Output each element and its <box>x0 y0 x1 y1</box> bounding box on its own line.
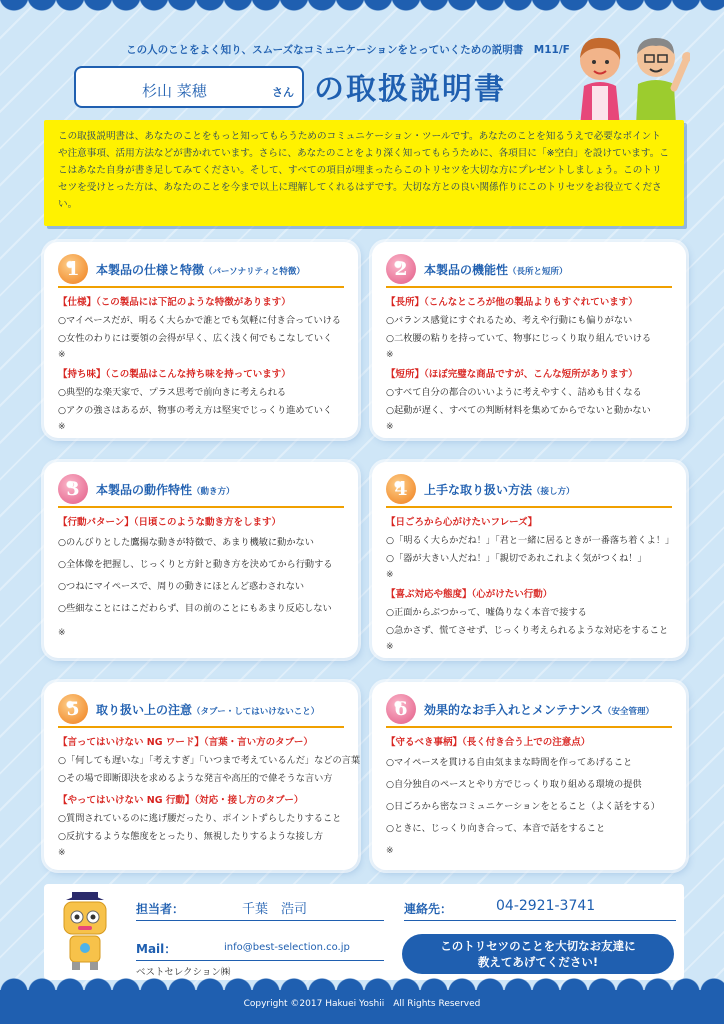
section-heading: 【守るべき事柄】（長く付き合う上での注意点） <box>386 737 591 748</box>
share-line-2: 教えてあげてください! <box>477 955 599 969</box>
contact-panel <box>44 884 684 980</box>
contact-phone: 04-2921-3741 <box>496 898 596 914</box>
staff-label: 担当者： <box>136 902 185 916</box>
note-blank: ※ <box>386 570 394 580</box>
list-item: ○のんびりとした鷹揚な動きが特徴で、あまり機敏に動かない <box>58 537 314 548</box>
page-title: の取扱説明書 <box>314 72 506 107</box>
list-item: ○「何しても遅いな」「考えすぎ」「いつまで考えているんだ」などの言葉 <box>58 755 361 766</box>
note-blank: ※ <box>386 350 394 360</box>
section-heading: 【仕様】（この製品には下記のような特徴があります） <box>58 297 291 308</box>
card-maintenance <box>372 682 686 870</box>
note-blank: ※ <box>58 628 66 638</box>
list-item: ○すべて自分の都合のいいように考えやすく、詰めも甘くなる <box>386 387 642 398</box>
list-item: ○些細なことにはこだわらず、目の前のことにもあまり反応しない <box>58 603 332 614</box>
list-item: ○アクの強さはあるが、物事の考え方は堅実でじっくり進めていく <box>58 405 333 416</box>
list-item: ○自分独自のペースとやり方でじっくり取り組める環境の提供 <box>386 779 642 790</box>
section-heading: 【やってはいけない NG 行動】（対応・接し方のタブー） <box>58 795 304 806</box>
list-item: ○つねにマイペースで、周りの動きにほとんど惑わされない <box>58 581 305 592</box>
note-blank: ※ <box>386 422 394 432</box>
list-item: ○マイペースだが、明るく大らかで誰とでも気軽に付き合っていける <box>58 315 341 326</box>
card-header <box>58 692 344 728</box>
card-title: 効果的なお手入れとメンテナンス（安全管理） <box>424 702 655 717</box>
list-item: ○典型的な楽天家で、プラス思考で前向きに考えられる <box>58 387 287 398</box>
couple-illustration <box>566 30 690 126</box>
section-heading: 【喜ぶ対応や態度】（心がけたい行動） <box>386 589 553 600</box>
mail-label: Mail： <box>136 942 177 956</box>
number-badge: 6 <box>386 694 416 724</box>
person-name: 杉山 菜穂 <box>142 82 207 100</box>
note-blank: ※ <box>58 350 66 360</box>
note-blank: ※ <box>386 642 394 652</box>
staff-underline <box>136 920 384 921</box>
card-title: 取り扱い上の注意（タブー・してはいけないこと） <box>96 702 320 717</box>
contact-label: 連絡先： <box>404 902 453 916</box>
section-heading: 【日ごろから心がけたいフレーズ】 <box>386 517 538 528</box>
intro-text: この取扱説明書は、あなたのことをもっと知ってもらうためのコミュニケーション・ツールです。あなたのことを知るうえで必要なポイントや注意事項、活用方法などが書かれています。さらに、あなたのことをより深く知ってもらうために、各項目に「※空白」を設けています。ここはあなた自身が書き足してみてください。そして、すべての項目が埋まったらこのトリセツを大切な方にプレゼントしましょう。このトリセツを受けとった方は、あなたのことを今まで以上に理解してくれるはずです。大切な方との良い関係作りにこのトリセツをお役立てください。 <box>44 120 684 226</box>
staff-name: 千葉 浩司 <box>242 902 308 917</box>
list-item: ○マイペースを貫ける自由気ままな時間を作ってあげること <box>386 757 633 768</box>
list-item: ○正面からぶつかって、嘘偽りなく本音で接する <box>386 607 587 618</box>
list-item: ○バランス感覚にすぐれるため、考えや行動にも偏りがない <box>386 315 633 326</box>
card-specs <box>44 242 358 438</box>
section-heading: 【言ってはいけない NG ワード】（言葉・言い方のタブー） <box>58 737 313 748</box>
card-behavior <box>44 462 358 658</box>
top-border-decoration <box>0 0 724 22</box>
card-header <box>58 252 344 288</box>
tagline: この人のことをよく知り、スムーズなコミュニケーションをとっていくための説明書 M11/F <box>126 44 570 56</box>
note-blank: ※ <box>58 422 66 432</box>
list-item: ○その場で即断即決を求めるような発言や高圧的で偉そうな言い方 <box>58 773 333 784</box>
mail-address[interactable]: info@best-selection.co.jp <box>224 942 350 953</box>
robot-mascot-illustration <box>56 890 114 970</box>
name-box <box>74 66 304 108</box>
number-badge: 1 <box>58 254 88 284</box>
card-handling <box>372 462 686 658</box>
list-item: ○反抗するような態度をとったり、無視したりするような接し方 <box>58 831 324 842</box>
list-item: ○日ごろから密なコミュニケーションをとること（よく話をする） <box>386 801 660 812</box>
list-item: ○「明るく大らかだね！」「君と一緒に居るときが一番落ち着くよ！」 <box>386 535 675 546</box>
share-line-1: このトリセツのことを大切なお友達に <box>440 939 636 953</box>
card-functions <box>372 242 686 438</box>
card-header <box>386 692 672 728</box>
section-heading: 【持ち味】（この製品はこんな持ち味を持っています） <box>58 369 291 380</box>
card-title: 本製品の仕様と特徴（パーソナリティと特徴） <box>96 262 305 277</box>
section-heading: 【短所】（ほぼ完璧な商品ですが、こんな短所があります） <box>386 369 638 380</box>
list-item: ○起動が遅く、すべての判断材料を集めてからでないと動かない <box>386 405 651 416</box>
card-header <box>386 472 672 508</box>
contact-underline <box>404 920 676 921</box>
copyright: Copyright ©2017 Hakuei Yoshii All Rights Reserved <box>243 999 481 1009</box>
card-title: 上手な取り扱い方法（接し方） <box>424 482 575 497</box>
note-blank: ※ <box>58 848 66 858</box>
note-blank: ※ <box>386 846 394 856</box>
section-heading: 【行動パターン】（日頃このような動き方をします） <box>58 517 282 528</box>
company-name: ベストセレクション㈱ <box>136 967 231 978</box>
number-badge: 4 <box>386 474 416 504</box>
list-item: ○全体像を把握し、じっくりと方針と動き方を決めてから行動する <box>58 559 333 570</box>
number-badge: 5 <box>58 694 88 724</box>
card-cautions <box>44 682 361 870</box>
number-badge: 3 <box>58 474 88 504</box>
mail-underline <box>136 960 384 961</box>
card-header <box>58 472 344 508</box>
list-item: ○女性のわりには要領の会得が早く、広く浅く何でもこなしていく <box>58 333 333 344</box>
section-heading: 【長所】（こんなところが他の製品よりもすぐれています） <box>386 297 638 308</box>
honorific: さん <box>272 86 294 99</box>
card-header <box>386 252 672 288</box>
card-title: 本製品の機能性（長所と短所） <box>424 262 568 277</box>
number-badge: 2 <box>386 254 416 284</box>
list-item: ○急かさず、慌てさせず、じっくり考えられるような対応をすること <box>386 625 669 636</box>
list-item: ○質問されているのに逃げ腰だったり、ポイントずらしたりすること <box>58 813 342 824</box>
list-item: ○ときに、じっくり向き合って、本音で話をすること <box>386 823 606 834</box>
list-item: ○「器が大きい人だね！」「親切であれこれよく気がつくね！」 <box>386 553 647 564</box>
card-title: 本製品の動作特性（動き方） <box>96 482 235 497</box>
share-banner <box>402 934 674 974</box>
list-item: ○二枚腰の粘りを持っていて、物事にじっくり取り組んでいける <box>386 333 652 344</box>
